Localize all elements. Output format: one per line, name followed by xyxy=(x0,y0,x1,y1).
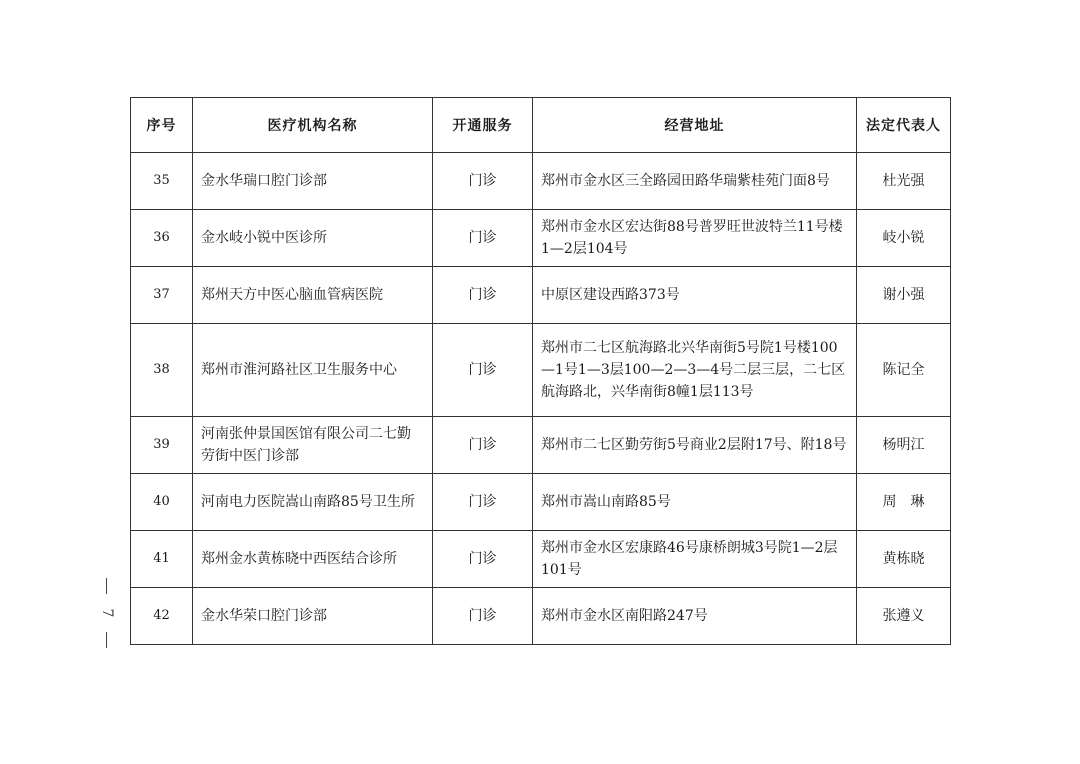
row-address: 郑州市二七区航海路北兴华南街5号院1号楼100—1号1—3层100—2—3—4号二层三层，二七区航海路北，兴华南街8幢1层113号 xyxy=(533,324,857,417)
row-service: 门诊 xyxy=(433,153,533,210)
row-name: 郑州天方中医心脑血管病医院 xyxy=(193,267,433,324)
row-service: 门诊 xyxy=(433,417,533,474)
row-no: 40 xyxy=(131,474,193,531)
row-name: 金水岐小锐中医诊所 xyxy=(193,210,433,267)
row-name: 郑州金水黄栋晓中西医结合诊所 xyxy=(193,531,433,588)
table-row xyxy=(131,324,951,417)
row-no: 37 xyxy=(131,267,193,324)
row-service: 门诊 xyxy=(433,474,533,531)
table-row xyxy=(131,417,951,474)
row-name: 河南张仲景国医馆有限公司二七勤劳街中医门诊部 xyxy=(193,417,433,474)
row-rep: 杨明江 xyxy=(857,417,951,474)
header-name: 医疗机构名称 xyxy=(193,98,433,153)
header-rep: 法定代表人 xyxy=(857,98,951,153)
page-number-value: 7 xyxy=(99,608,115,618)
row-name: 河南电力医院嵩山南路85号卫生所 xyxy=(193,474,433,531)
header-service: 开通服务 xyxy=(433,98,533,153)
row-no: 36 xyxy=(131,210,193,267)
row-name: 金水华荣口腔门诊部 xyxy=(193,588,433,645)
row-rep: 黄栋晓 xyxy=(857,531,951,588)
row-address: 郑州市金水区宏康路46号康桥朗城3号院1—2层101号 xyxy=(533,531,857,588)
page-number-dash-bottom xyxy=(106,632,107,648)
row-service: 门诊 xyxy=(433,531,533,588)
row-rep: 谢小强 xyxy=(857,267,951,324)
row-address: 郑州市金水区宏达街88号普罗旺世波特兰11号楼1—2层104号 xyxy=(533,210,857,267)
row-address: 郑州市二七区勤劳街5号商业2层附17号、附18号 xyxy=(533,417,857,474)
row-service: 门诊 xyxy=(433,324,533,417)
table-row xyxy=(131,210,951,267)
header-no: 序号 xyxy=(131,98,193,153)
institution-table xyxy=(130,97,951,645)
row-name: 郑州市淮河路社区卫生服务中心 xyxy=(193,324,433,417)
row-no: 38 xyxy=(131,324,193,417)
row-address: 郑州市金水区南阳路247号 xyxy=(533,588,857,645)
table-row xyxy=(131,474,951,531)
row-rep: 岐小锐 xyxy=(857,210,951,267)
table-row xyxy=(131,153,951,210)
page-number-dash-top xyxy=(106,578,107,594)
row-no: 35 xyxy=(131,153,193,210)
row-address: 郑州市嵩山南路85号 xyxy=(533,474,857,531)
row-no: 41 xyxy=(131,531,193,588)
row-rep: 周 琳 xyxy=(857,474,951,531)
row-service: 门诊 xyxy=(433,210,533,267)
table-row xyxy=(131,588,951,645)
row-rep: 张遵义 xyxy=(857,588,951,645)
row-name: 金水华瑞口腔门诊部 xyxy=(193,153,433,210)
row-address: 中原区建设西路373号 xyxy=(533,267,857,324)
row-service: 门诊 xyxy=(433,267,533,324)
table-header-row xyxy=(131,98,951,153)
row-address: 郑州市金水区三全路园田路华瑞紫桂苑门面8号 xyxy=(533,153,857,210)
page-number xyxy=(96,578,118,648)
table-row xyxy=(131,531,951,588)
row-no: 39 xyxy=(131,417,193,474)
row-rep: 陈记全 xyxy=(857,324,951,417)
row-service: 门诊 xyxy=(433,588,533,645)
header-address: 经营地址 xyxy=(533,98,857,153)
table-row xyxy=(131,267,951,324)
row-rep: 杜光强 xyxy=(857,153,951,210)
row-no: 42 xyxy=(131,588,193,645)
